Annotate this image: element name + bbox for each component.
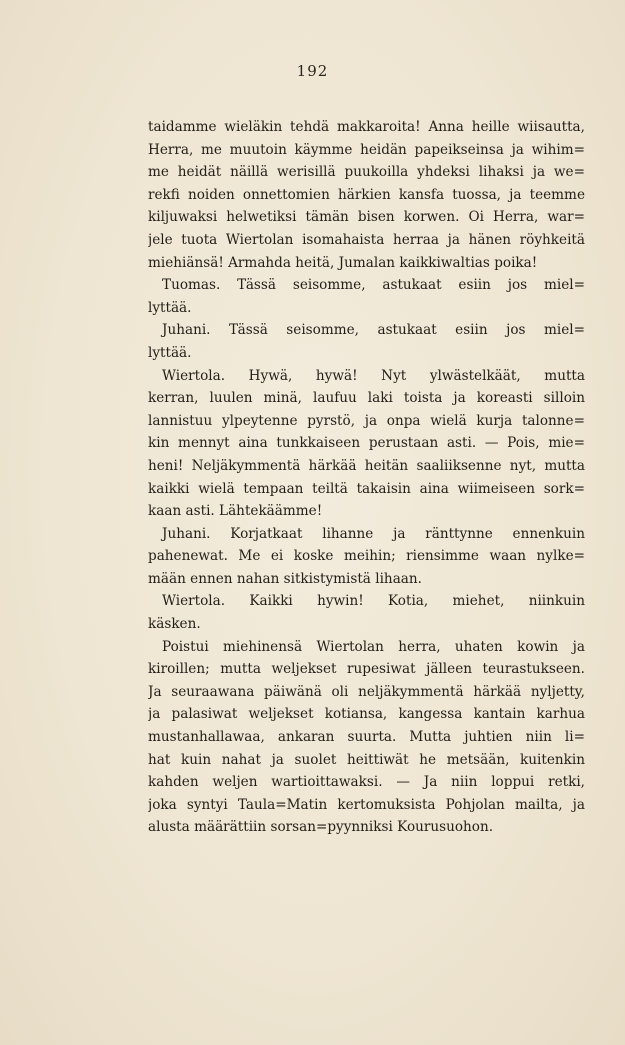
page-number: 192 xyxy=(296,62,329,80)
text-line: lannistuu ylpeytenne pyrstö, ja onpa wielä kurja talonne= xyxy=(148,412,585,429)
text-line: alusta määrättiin sorsan=pyynniksi Kourusuohon. xyxy=(148,819,494,836)
text-line: Poistui miehinensä Wiertolan herra, uhaten kowin ja xyxy=(162,638,585,655)
text-line: kerran, luulen minä, laufuu laki toista ja koreasti silloin xyxy=(148,390,585,407)
text-line: mään ennen nahan sitkistymistä lihaan. xyxy=(148,570,422,587)
text-line: Juhani. Korjatkaat lihanne ja ränttynne ennenkuin xyxy=(162,525,585,542)
text-line: taidamme wieläkin tehdä makkaroita! Anna heille wiisautta, xyxy=(148,119,585,135)
text-line: pahenewat. Me ei koske meihin; riensimme waan nylke= xyxy=(148,548,585,565)
text-line: Ja seuraawana päiwänä oli neljäkymmentä härkää nyljetty, xyxy=(148,683,585,700)
text-line: käsken. xyxy=(148,616,201,633)
text-line: joka syntyi Taula=Matin kertomuksista Pohjolan mailta, ja xyxy=(148,796,585,813)
text-line: kin mennyt aina tunkkaiseen perustaan asti. — Pois, mie= xyxy=(148,435,585,452)
text-line: heni! Neljäkymmentä härkää heitän saaliiksenne nyt, mutta xyxy=(148,457,585,474)
text-line: Wiertola. Kaikki hywin! Kotia, miehet, niinkuin xyxy=(162,593,585,610)
text-line: me heidät näillä werisillä puukoilla yhdeksi lihaksi ja we= xyxy=(148,164,585,181)
text-line: miehiänsä! Armahda heitä, Jumalan kaikkiwaltias poika! xyxy=(148,254,538,271)
text-line: Juhani. Tässä seisomme, astukaat esiin jos miel= xyxy=(162,322,585,339)
text-line: Wiertola. Hywä, hywä! Nyt ylwästelkäät, mutta xyxy=(162,367,585,384)
text-line: hat kuin nahat ja suolet heittiwät he metsään, kuitenkin xyxy=(148,751,585,768)
body-text xyxy=(148,116,585,839)
text-line: ja palasiwat weljekset kotiansa, kangessa kantain karhua xyxy=(148,706,585,723)
text-line: kaan asti. Lähtekäämme! xyxy=(148,503,323,520)
text-line: jele tuota Wiertolan isomahaista herraa ja hänen röyhkeitä xyxy=(148,231,585,248)
text-line: mustanhallawaa, ankaran suurta. Mutta juhtien niin li= xyxy=(148,729,585,746)
text-line: lyttää. xyxy=(148,299,192,316)
text-line: kahden weljen wartioittawaksi. — Ja niin loppui retki, xyxy=(148,774,585,791)
text-line: Tuomas. Tässä seisomme, astukaat esiin jos miel= xyxy=(162,277,585,294)
text-line: Herra, me muutoin käymme heidän papeikseinsa ja wihim= xyxy=(148,141,585,158)
text-line: kiroillen; mutta weljekset rupesiwat jälleen teurastukseen. xyxy=(148,661,585,678)
text-line: rekfi noiden onnettomien härkien kansfa tuossa, ja teemme xyxy=(148,186,585,203)
text-line: lyttää. xyxy=(148,344,192,361)
text-line: kiljuwaksi helwetiksi tämän bisen korwen. Oi Herra, war= xyxy=(148,209,585,226)
text-line: kaikki wielä tempaan teiltä takaisin aina wiimeiseen sork= xyxy=(148,480,585,497)
